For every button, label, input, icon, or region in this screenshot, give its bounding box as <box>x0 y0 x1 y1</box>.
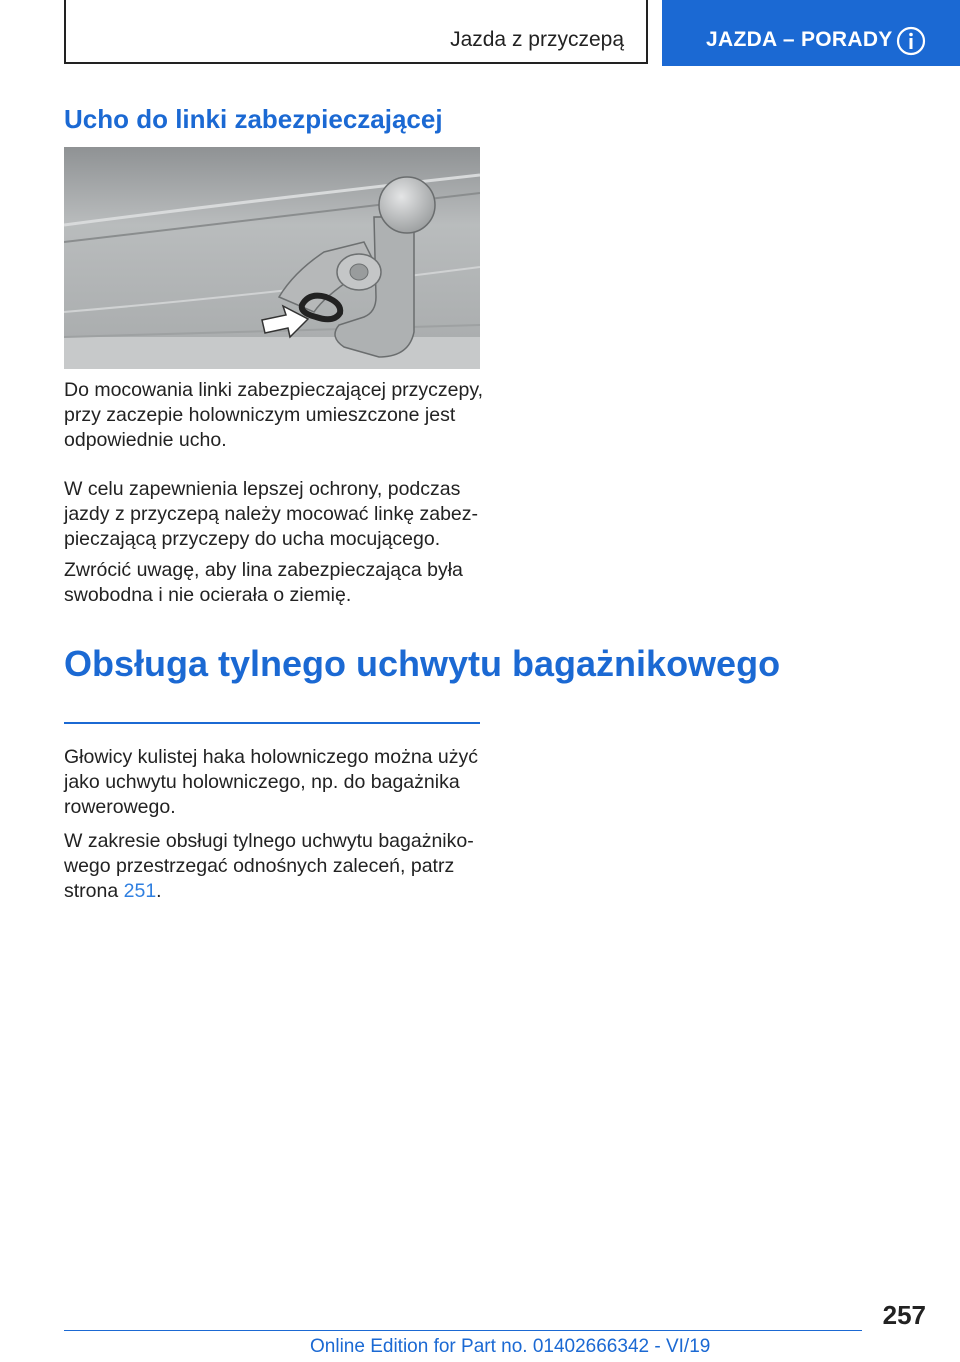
paragraph: Głowicy kulistej haka holowniczego można użyć jako uchwytu holowniczego, np. do bagażnika rowerowego. <box>64 746 479 818</box>
info-icon <box>896 26 926 56</box>
header-section-box <box>64 0 648 64</box>
page-number: 257 <box>882 1300 926 1330</box>
paragraph-text: W zakresie obsługi tylnego uchwytu bagażnikowego przestrzegać odnośnych zaleceń, patrz strona <box>64 830 474 902</box>
tow-hook-illustration <box>64 147 480 369</box>
chapter-label: JAZDA – PORADY <box>706 28 893 51</box>
paragraph-end: . <box>156 880 162 902</box>
paragraph <box>64 829 484 904</box>
page-reference-link[interactable]: 251 <box>123 880 157 902</box>
edition-note: Online Edition for Part no. 01402666342 - VI/19 <box>310 1336 711 1357</box>
header-section-title: Jazda z przyczepą <box>450 28 624 51</box>
paragraph: Do mocowania linki zabezpieczającej przyczepy, przy zaczepie holowniczym umieszczone jest odpowiednie ucho. <box>64 379 484 451</box>
header-chapter-tab[interactable] <box>662 0 960 66</box>
section-title-rear-carrier: Obsługa tylnego uchwytu bagażnikowego <box>64 643 781 684</box>
paragraph: W celu zapewnienia lepszej ochrony, podczas jazdy z przyczepą należy mocować linkę zabezpieczającą przyczepy do ucha mocującego. <box>64 478 479 550</box>
heading-divider <box>64 722 480 724</box>
paragraph: Zwrócić uwagę, aby lina zabezpieczająca była swobodna i nie ocierała o ziemię. <box>64 559 463 606</box>
section-title-safety-cable-eye: Ucho do linki zabezpieczającej <box>64 104 443 134</box>
footer-divider <box>64 1330 862 1331</box>
